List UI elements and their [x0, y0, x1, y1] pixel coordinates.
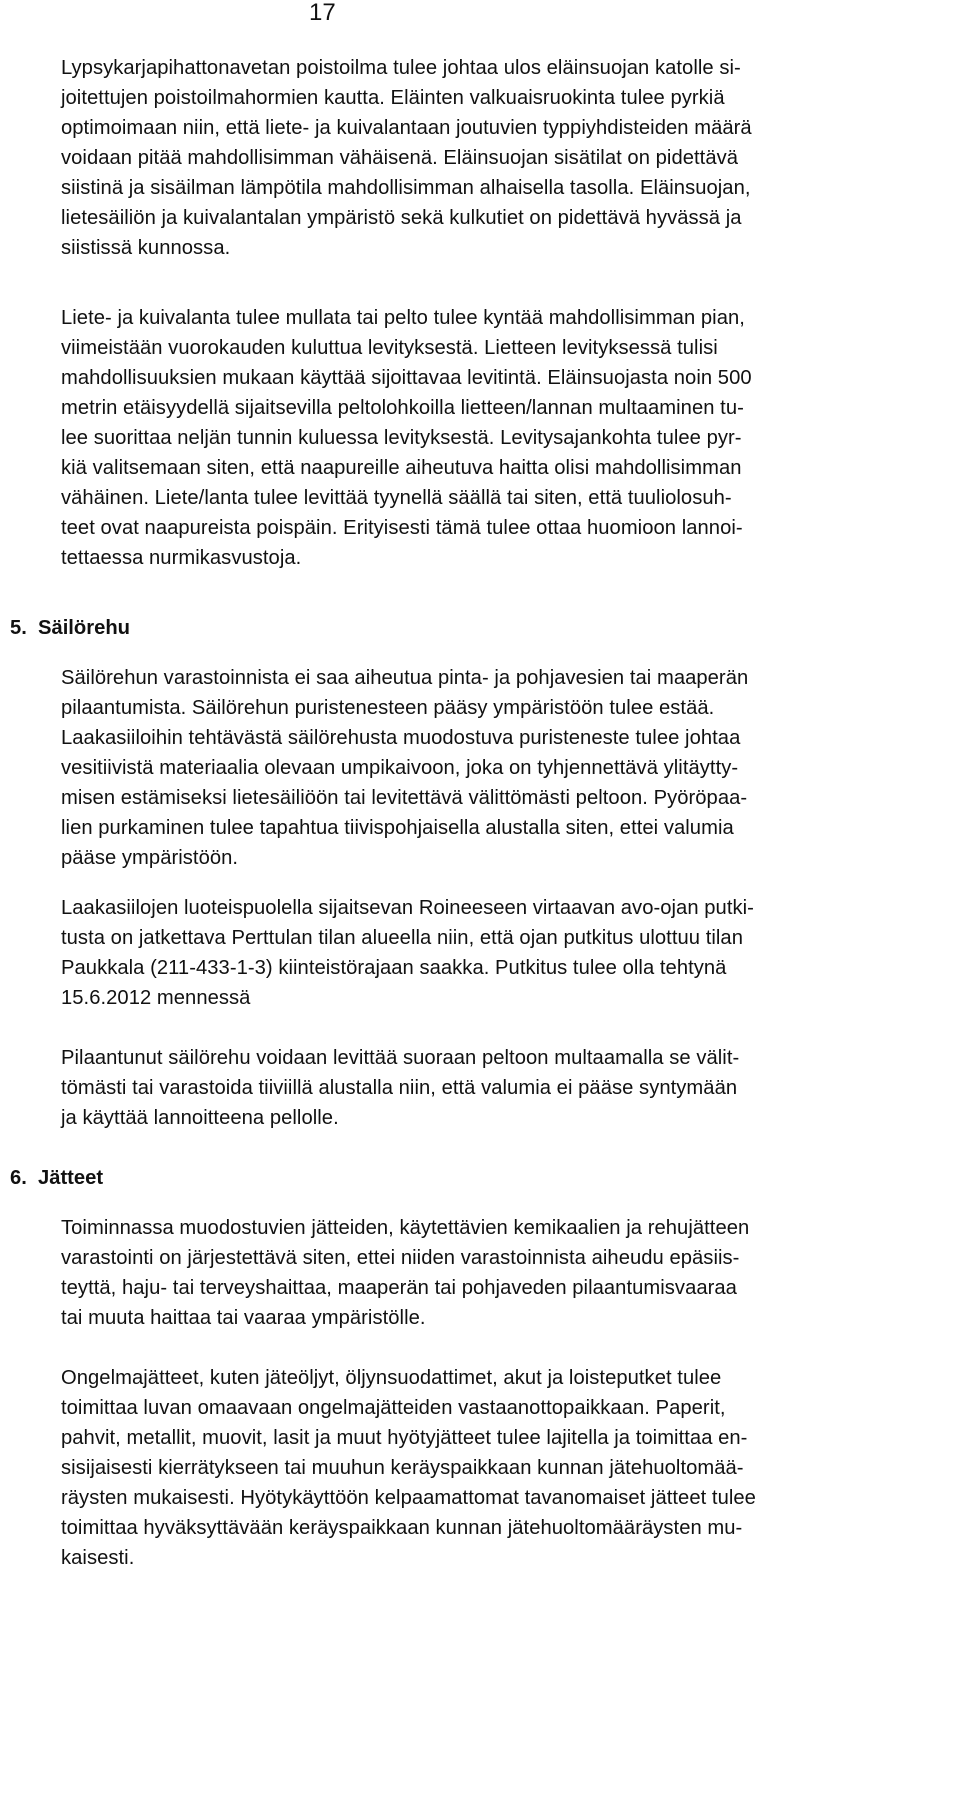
paragraph-ditch-piping: [61, 893, 754, 1013]
paragraph-spoiled-silage: [61, 1043, 739, 1133]
section-number: 5.: [10, 617, 27, 639]
text-line: teet ovat naapureista poispäin. Erityisesti tämä tulee ottaa huomioon lannoi-: [61, 517, 743, 539]
text-line: ja käyttää lannoitteena pellolle.: [61, 1107, 339, 1129]
text-line: Toiminnassa muodostuvien jätteiden, käytettävien kemikaalien ja rehujätteen: [61, 1217, 750, 1239]
text-line: sisijaisesti kierrätykseen tai muuhun keräyspaikkaan kunnan jätehuoltomää-: [61, 1457, 744, 1479]
text-line: 15.6.2012 mennessä: [61, 987, 251, 1009]
text-line: kiä valitsemaan siten, että naapureille aiheutuva haitta olisi mahdollisimman: [61, 457, 742, 479]
text-line: pahvit, metallit, muovit, lasit ja muut hyötyjätteet tulee lajitella ja toimittaa en-: [61, 1427, 748, 1449]
text-line: pääse ympäristöön.: [61, 847, 239, 869]
text-line: lien purkaminen tulee tapahtua tiivispohjaisella alustalla siten, ettei valumia: [61, 817, 734, 839]
text-line: lietesäiliön ja kuivalantalan ympäristö sekä kulkutiet on pidettävä hyvässä ja: [61, 207, 742, 229]
text-line: tai muuta haittaa tai vaaraa ympäristölle.: [61, 1307, 426, 1329]
text-line: pilaantumista. Säilörehun puristenesteen pääsy ympäristöön tulee estää.: [61, 697, 715, 719]
text-line: Paukkala (211-433-1-3) kiinteistörajaan saakka. Putkitus tulee olla tehtynä: [61, 957, 727, 979]
text-line: varastointi on järjestettävä siten, ettei niiden varastoinnista aiheudu epäsiis-: [61, 1247, 740, 1269]
text-line: teyttä, haju- tai terveyshaittaa, maaperän tai pohjaveden pilaantumisvaaraa: [61, 1277, 737, 1299]
paragraph-silage-storage: [61, 663, 748, 873]
text-line: misen estämiseksi lietesäiliöön tai levitettävä välittömästi peltoon. Pyöröpaa-: [61, 787, 748, 809]
text-line: siistinä ja sisäilman lämpötila mahdollisimman alhaisella tasolla. Eläinsuojan,: [61, 177, 751, 199]
text-line: siistissä kunnossa.: [61, 237, 231, 259]
page-number: 17: [309, 0, 336, 26]
text-line: viimeistään vuorokauden kuluttua levityksestä. Lietteen levityksessä tulisi: [61, 337, 718, 359]
section-heading-silage: [10, 613, 130, 643]
paragraph-hazardous-waste: [61, 1363, 756, 1573]
text-line: toimittaa hyväksyttävään keräyspaikkaan kunnan jätehuoltomääräysten mu-: [61, 1517, 743, 1539]
section-title: Jätteet: [38, 1167, 104, 1189]
text-line: tettaessa nurmikasvustoja.: [61, 547, 302, 569]
text-line: toimittaa luvan omaavaan ongelmajätteiden vastaanottopaikkaan. Paperit,: [61, 1397, 726, 1419]
paragraph-ventilation: [61, 53, 752, 263]
text-line: kaisesti.: [61, 1547, 135, 1569]
text-line: Laakasiilojen luoteispuolella sijaitsevan Roineeseen virtaavan avo-ojan putki-: [61, 897, 754, 919]
section-heading-waste: [10, 1163, 103, 1193]
text-line: Pilaantunut säilörehu voidaan levittää suoraan peltoon multaamalla se välit-: [61, 1047, 740, 1069]
text-line: Laakasiiloihin tehtävästä säilörehusta muodostuva puristeneste tulee johtaa: [61, 727, 741, 749]
section-number: 6.: [10, 1167, 27, 1189]
text-line: joitettujen poistoilmahormien kautta. Eläinten valkuaisruokinta tulee pyrkiä: [61, 87, 725, 109]
text-line: tömästi tai varastoida tiiviillä alustalla niin, että valumia ei pääse syntymään: [61, 1077, 738, 1099]
text-line: räysten mukaisesti. Hyötykäyttöön kelpaamattomat tavanomaiset jätteet tulee: [61, 1487, 756, 1509]
text-line: optimoimaan niin, että liete- ja kuivalantaan joutuvien typpiyhdisteiden määrä: [61, 117, 752, 139]
text-line: Liete- ja kuivalanta tulee mullata tai pelto tulee kyntää mahdollisimman pian,: [61, 307, 745, 329]
text-line: vesitiivistä materiaalia olevaan umpikaivoon, joka on tyhjennettävä ylitäytty-: [61, 757, 739, 779]
text-line: Lypsykarjapihattonavetan poistoilma tulee johtaa ulos eläinsuojan katolle si-: [61, 57, 741, 79]
text-line: mahdollisuuksien mukaan käyttää sijoittavaa levitintä. Eläinsuojasta noin 500: [61, 367, 752, 389]
section-title: Säilörehu: [38, 617, 130, 639]
text-line: Ongelmajätteet, kuten jäteöljyt, öljynsuodattimet, akut ja loisteputket tulee: [61, 1367, 722, 1389]
paragraph-manure-spreading: [61, 303, 752, 573]
text-line: metrin etäisyydellä sijaitsevilla peltolohkoilla lietteen/lannan multaaminen tu-: [61, 397, 744, 419]
text-line: voidaan pitää mahdollisimman vähäisenä. Eläinsuojan sisätilat on pidettävä: [61, 147, 739, 169]
text-line: lee suorittaa neljän tunnin kuluessa levityksestä. Levitysajankohta tulee pyr-: [61, 427, 742, 449]
text-line: tusta on jatkettava Perttulan tilan alueella niin, että ojan putkitus ulottuu tilan: [61, 927, 743, 949]
paragraph-waste-storage: [61, 1213, 749, 1333]
text-line: Säilörehun varastoinnista ei saa aiheutua pinta- ja pohjavesien tai maaperän: [61, 667, 749, 689]
text-line: vähäinen. Liete/lanta tulee levittää tyynellä säällä tai siten, että tuuliolosuh-: [61, 487, 732, 509]
